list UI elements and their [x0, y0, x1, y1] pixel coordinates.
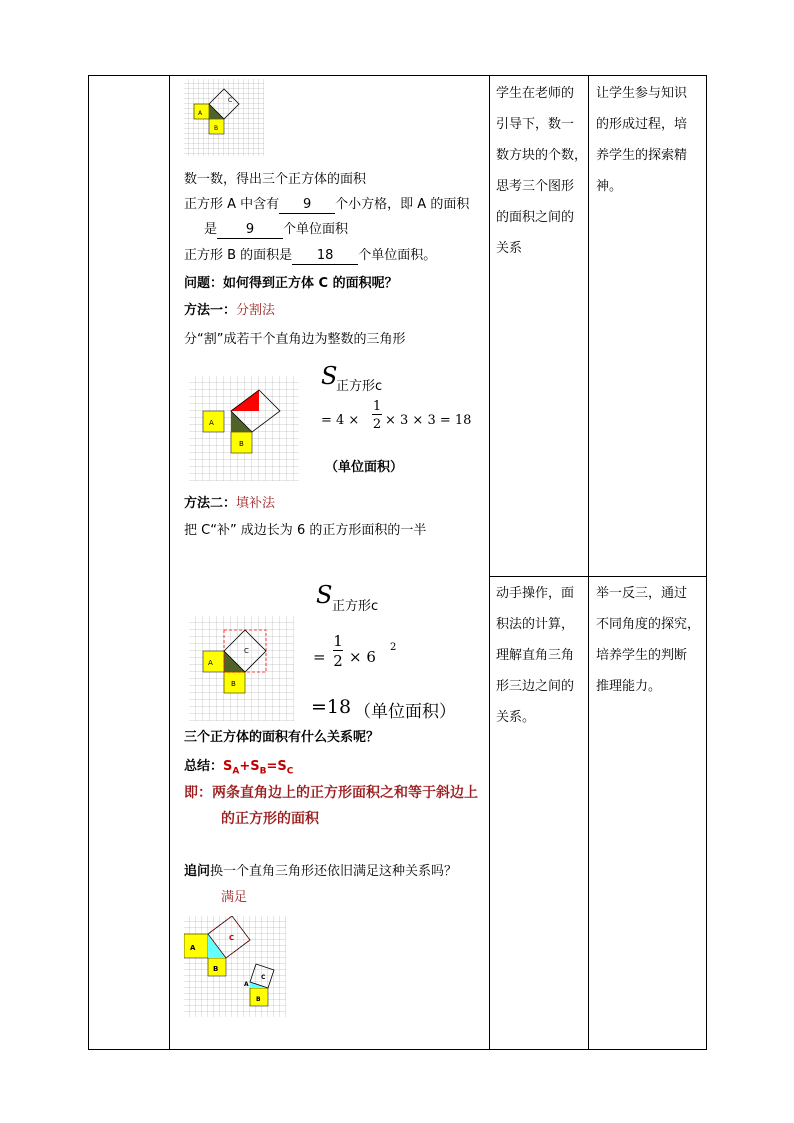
fig4-label-b: B	[213, 965, 219, 973]
summary-line: 总结：$S_A+S_B=S_C$	[184, 759, 294, 777]
summary-formula: $S_A+S_B=S_C$	[223, 759, 294, 777]
col3-block-2: 动手操作，面 积法的计算， 理解直角三角 形三边之间的 关系。	[496, 586, 575, 725]
col-divider-1	[169, 76, 170, 1049]
fig3-label-c: C	[244, 647, 249, 655]
col-divider-3	[588, 76, 589, 1049]
col4-block-1: 让学生参与知识 的形成过程，培 养学生的探索精 神。	[596, 86, 688, 194]
fig3-label-b: B	[231, 680, 236, 688]
figure-grid-2	[189, 376, 299, 481]
square-a-area: 9	[217, 222, 283, 239]
row-divider	[489, 576, 706, 577]
formula-1-unit: （单位面积）	[325, 460, 404, 475]
formula-2-result: =18	[311, 696, 352, 718]
col3-block-1: 学生在老师的 引导下，数一 数方块的个数， 思考三个图形 的面积之间的 关系	[496, 86, 588, 256]
col-divider-2	[489, 76, 490, 1049]
question-text: 问题：如何得到正方体 C 的面积呢？	[184, 276, 398, 291]
fig1-label-c: C	[228, 97, 233, 104]
formula-2-times: × 6	[349, 648, 376, 666]
answer-text: 满足	[221, 890, 248, 905]
figure-grid-4	[184, 916, 286, 1017]
fig3-label-a: A	[208, 659, 213, 667]
square-b-line: 正方形 B 的面积是 18 个单位面积。	[184, 248, 437, 263]
fig4-label-c: C	[229, 934, 235, 942]
formula-2-eq: =	[313, 648, 326, 666]
method-2-title: 方法二：填补法	[184, 496, 276, 511]
fig1-label-a: A	[198, 110, 203, 117]
method-2-desc: 把 C“补” 成边长为 6 的正方形面积的一半	[184, 523, 427, 538]
col4-block-2: 举一反三，通过 不同角度的探究， 培养学生的判断 推理能力。	[596, 586, 701, 694]
formula-1-half-den: 2	[372, 417, 382, 432]
figure-grid-3	[189, 616, 294, 721]
formula-2-half-den: 2	[333, 652, 343, 670]
formula-2-s: S	[316, 581, 333, 609]
conclusion-line-1: 即：两条直角边上的正方形面积之和等于斜边上	[184, 785, 478, 801]
lesson-table	[88, 75, 707, 1050]
fig4-small-label-c: C	[261, 974, 266, 981]
formula-2-exp: 2	[390, 642, 397, 653]
count-text: 数一数，得出三个正方体的面积	[184, 172, 367, 187]
figure-grid-1	[184, 79, 264, 156]
relation-question: 三个正方体的面积有什么关系呢？	[184, 730, 380, 745]
fig4-small-label-a: A	[244, 981, 249, 988]
formula-1-s: S	[321, 362, 338, 390]
formula-2-sub: 正方形c	[332, 599, 379, 614]
fig2-label-a: A	[209, 419, 214, 427]
followup-line: 追问换一个直角三角形还依旧满足这种关系吗？	[184, 864, 458, 879]
formula-1-rest: × 3 × 3 = 18	[385, 413, 472, 428]
formula-1-eq: = 4 ×	[321, 413, 360, 428]
formula-1-half-num: 1	[372, 399, 382, 414]
formula-2-half-num: 1	[333, 632, 343, 650]
square-b-area: 18	[292, 248, 358, 265]
fig2-label-b: B	[239, 440, 244, 448]
square-a-line: 正方形 A 中含有 9 个小方格，即 A 的面积	[184, 197, 470, 212]
method-1-desc: 分“割”成若干个直角边为整数的三角形	[184, 332, 406, 347]
formula-1-sub: 正方形c	[336, 379, 383, 394]
conclusion-line-2: 的正方形的面积	[221, 811, 319, 827]
fig1-label-b: B	[214, 125, 219, 132]
formula-2-unit: （单位面积）	[354, 702, 456, 722]
fig4-small-label-b: B	[256, 996, 261, 1003]
square-a-count: 9	[279, 197, 335, 214]
fig4-label-a: A	[190, 944, 196, 952]
square-a-area-line: 是 9 个单位面积	[204, 222, 349, 237]
method-1-title: 方法一：分割法	[184, 303, 276, 318]
